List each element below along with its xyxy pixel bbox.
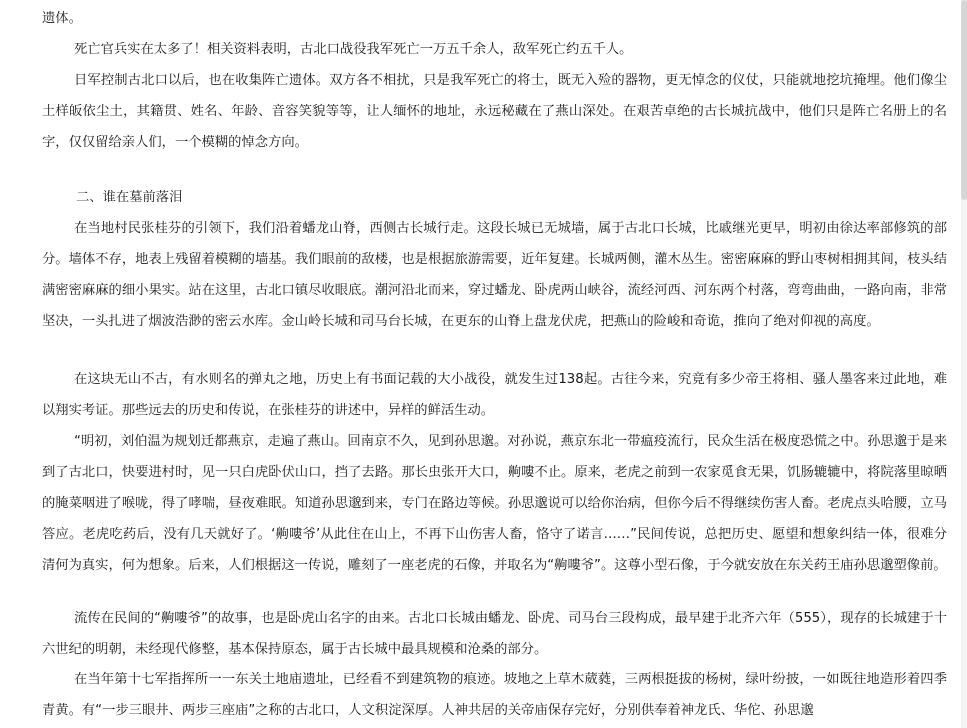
paragraph-legend: “明初，刘伯温为规划迁都燕京，走遍了燕山。回南京不久，见到孙思邈。对孙说，燕京东北一带瘟疫流行，民众生活在极度恐慌之中。孙思邈于是来到了古北口，快要进村时，见一只白虎卧伏山口，挡了去路。那长虫张开大口，齁嘍不止。原来，老虎之前到一农家觅食无果，饥肠辘辘中，将院落里晾晒的腌菜咽进了喉咙，得了哮喘，昼夜难眠。知道孙思邈到来，专门在路边等候。孙思邈说可以给你治病，但你今后不得继续伤害人畜。老虎点头哈腰，立马答应。老虎吃药后，没有几天就好了。‘齁嘍爷’从此住在山上，不再下山伤害人畜，恪守了诺言……”民间传说，总把历史、愿望和想象纠结一体，很难分清何为真实，何为想象。后来，人们根据这一传说，雕刻了一座老虎的石像，并取名为“齁嘍爷”。这尊小型石像，于今就安放在东关药王庙孙思邈塑像前。 xyxy=(42,434,947,573)
paragraph-temple-site: 在当年第十七军指挥所一一东关土地庙遗址，已经看不到建筑物的痕迹。坡地之上草木葳蕤，三两根挺拔的杨树，绿叶纷披，一如既往地造形着四季青黄。有“一步三眼井、两步三座庙”之称的古北口，人文积淀深厚。人神共居的关帝庙保存完好，分别供奉着神龙氏、华佗、孙思邈 xyxy=(42,672,947,718)
paragraph-casualties: 死亡官兵实在太多了！相关资料表明，古北口战役我军死亡一万五千余人，敌军死亡约五千人。 xyxy=(74,42,633,57)
paragraph-history: 在这块无山不古，有水则名的弹丸之地，历史上有书面记载的大小战役，就发生过138起。古往今来，究竟有多少帝王将相、骚人墨客来过此地，难以翔实考证。那些远去的历史和传说，在张桂芬的讲述中，异样的鲜活生动。 xyxy=(42,372,947,418)
paragraph-name-origin: 流传在民间的“齁嘍爷”的故事，也是卧虎山名字的由来。古北口长城由蟠龙、卧虎、司马台三段构成，最早建于北齐六年（555），现存的长城建于十六世纪的明朝，未经现代修整，基本保持原态，属于古长城中最具规模和沧桑的部分。 xyxy=(42,611,947,657)
paragraph-burial: 日军控制古北口以后，也在收集阵亡遗体。双方各不相扰，只是我军死亡的将士，既无入殓的器物，更无悼念的仪仗，只能就地挖坑掩埋。他们像尘土样皈依尘土，其籍贯、姓名、年龄、音容笑貌等等，让人缅怀的地址，永远秘藏在了燕山深处。在艰苦卓绝的古长城抗战中，他们只是阵亡名册上的名字，仅仅留给亲人们，一个模糊的悼念方向。 xyxy=(42,73,947,150)
scrollbar-thumb[interactable] xyxy=(961,0,967,200)
vertical-scrollbar[interactable] xyxy=(961,0,967,728)
paragraph-great-wall-walk: 在当地村民张桂芬的引领下，我们沿着蟠龙山脊，西侧古长城行走。这段长城已无城墙，属于古北口长城，比戚继光更早，明初由徐达率部修筑的部分。墙体不存，地表上残留着模糊的墙基。我们眼前的敌楼，也是根据旅游需要，近年复建。长城两侧，灌木丛生。密密麻麻的野山枣树相拥其间，枝头结满密密麻麻的细小果实。站在这里，古北口镇尽收眼底。潮河沿北而来，穿过蟠龙、卧虎两山峡谷，流经河西、河东两个村落，弯弯曲曲，一路向南，非常坚决，一头扎进了烟波浩渺的密云水库。金山岭长城和司马台长城，在更东的山脊上盘龙伏虎，把燕山的险峻和奇诡，推向了绝对仰视的高度。 xyxy=(42,221,947,329)
paragraph-ending: 遗体。 xyxy=(42,11,82,26)
section-heading: 二、谁在墓前落泪 xyxy=(76,190,183,205)
